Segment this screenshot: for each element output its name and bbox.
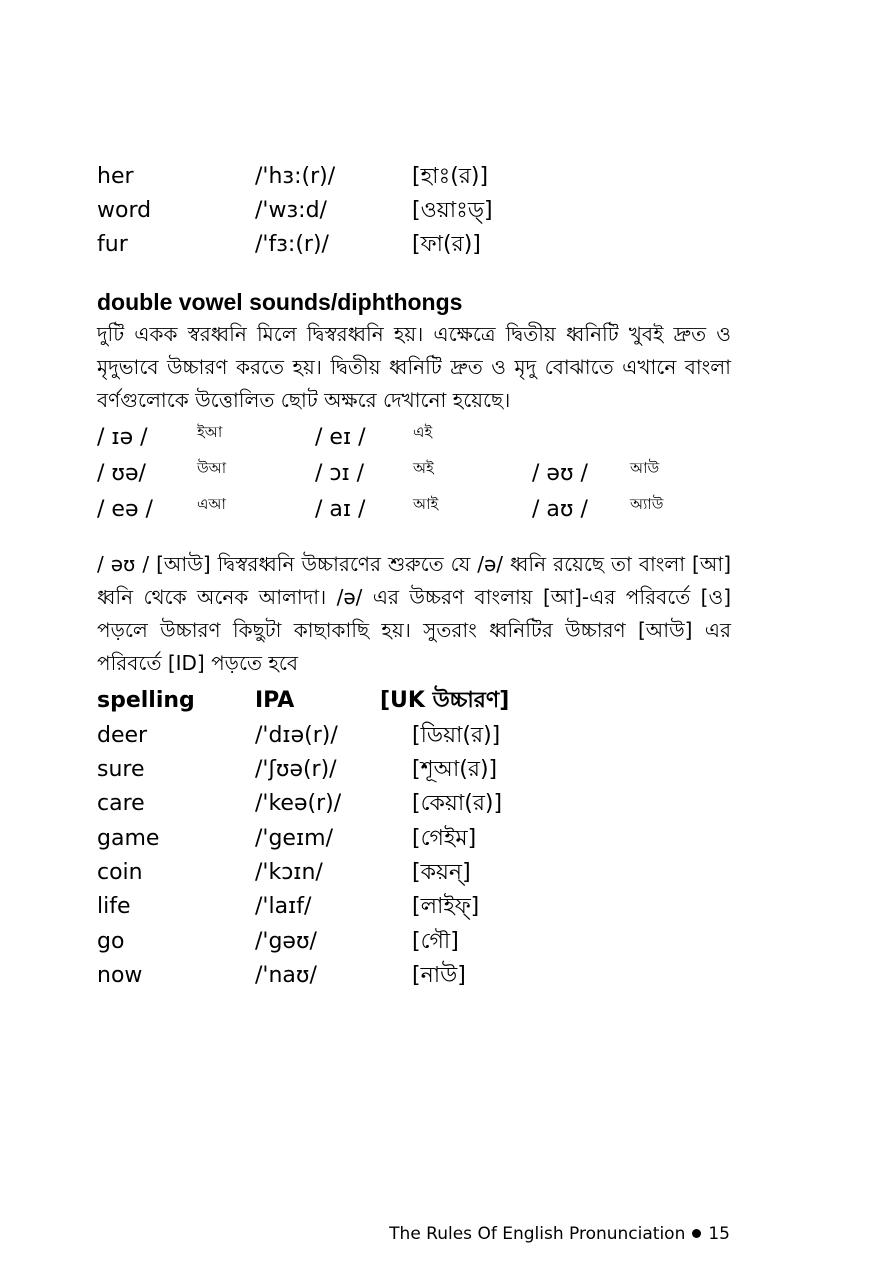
diphthong-bangla: আউ	[630, 459, 660, 477]
diphthong-bangla: ইআ	[197, 423, 223, 441]
word-ipa: /'ʃʊə(r)/	[255, 757, 337, 782]
word-spelling: care	[97, 791, 145, 816]
word-spelling: word	[97, 198, 152, 223]
word-spelling: sure	[97, 757, 145, 782]
word-spelling: coin	[97, 860, 143, 885]
table-row	[0, 822, 870, 856]
word-ipa: /'geɪm/	[255, 826, 333, 851]
word-bangla: [ওয়াঃড্]	[412, 198, 493, 223]
table-row	[0, 787, 870, 821]
word-bangla: [শূআ(র)]	[412, 757, 498, 782]
intro-paragraph: দুটি একক স্বরধ্বনি মিলে দ্বিস্বরধ্বনি হয়। এক্ষেত্রে দ্বিতীয় ধ্বনিটি খুবই দ্রুত ও মৃদুভাবে উচ্চারণ করতে হয়। দ্বিতীয় ধ্বনিটি দ্রুত ও মৃদু বোঝাতে এখানে বাংলা বর্ণগুলোকে উত্তোলিত ছোট অক্ষরে দেখানো হয়েছে।	[97, 322, 731, 412]
diphthong-bangla: এআ	[197, 495, 226, 513]
word-ipa: /'gəʊ/	[255, 929, 317, 954]
table-row	[0, 890, 870, 924]
table-row	[0, 959, 870, 993]
word-bangla: [গৌ]	[412, 929, 459, 954]
header-ipa: IPA	[255, 688, 295, 713]
word-row	[0, 160, 870, 194]
word-bangla: [ডিয়া(র)]	[412, 723, 501, 748]
page-footer	[389, 1219, 730, 1249]
word-bangla: [গেইম]	[412, 826, 477, 851]
header-uk-pronunciation: [UK উচ্চারণ]	[380, 688, 510, 713]
table-row	[0, 925, 870, 959]
table-row	[0, 753, 870, 787]
diphthong-row	[0, 492, 870, 528]
table-row	[0, 719, 870, 753]
word-row	[0, 194, 870, 228]
diphthong-ipa: / ɔɪ /	[315, 461, 365, 486]
word-spelling: go	[97, 929, 125, 954]
bullet-icon	[692, 1229, 701, 1238]
word-ipa: /'keə(r)/	[255, 791, 342, 816]
section-heading: double vowel sounds/diphthongs	[97, 289, 463, 315]
word-bangla: [কয়ন্]	[412, 860, 471, 885]
word-spelling: now	[97, 963, 143, 988]
diphthong-ipa: / ɪə /	[97, 425, 148, 450]
note-paragraph: / əʊ / [আউ] দ্বিস্বরধ্বনি উচ্চারণের শুরুতে যে /ə/ ধ্বনি রয়েছে তা বাংলা [আ] ধ্বনি থেকে অনেক আলাদা। /ə/ এর উচ্চরণ বাংলায় [আ]-এর পরিবর্তে [ও] পড়লে উচ্চারণ কিছুটা কাছাকাছি হয়। সুতরাং ধ্বনিটির উচ্চারণ [আউ] এর পরিবর্তে [ID] পড়তে হবে	[97, 552, 731, 675]
word-spelling: her	[97, 164, 134, 189]
diphthong-bangla: অই	[413, 459, 434, 477]
diphthong-ipa: / aɪ /	[315, 497, 366, 522]
table-header	[0, 684, 870, 718]
word-ipa: /'wɜ:d/	[255, 198, 327, 223]
word-ipa: /'laɪf/	[255, 894, 312, 919]
diphthong-ipa: / eə /	[97, 497, 153, 522]
word-bangla: [ফা(র)]	[412, 232, 481, 257]
word-bangla: [নাউ]	[412, 963, 466, 988]
header-spelling: spelling	[97, 688, 195, 713]
diphthong-ipa: / ʊə/	[97, 461, 146, 486]
page-number: 15	[708, 1224, 730, 1244]
diphthong-ipa: / eɪ /	[315, 425, 366, 450]
word-spelling: fur	[97, 232, 128, 257]
word-ipa: /'kɔɪn/	[255, 860, 323, 885]
book-title: The Rules Of English Pronunciation	[389, 1224, 686, 1244]
word-spelling: game	[97, 826, 160, 851]
word-ipa: /'fɜ:(r)/	[255, 232, 329, 257]
table-row	[0, 856, 870, 890]
diphthong-bangla: উআ	[197, 459, 227, 477]
word-bangla: [হাঃ(র)]	[412, 164, 489, 189]
diphthong-bangla: আই	[413, 495, 439, 513]
word-row	[0, 228, 870, 262]
diphthong-ipa: / əʊ /	[532, 461, 588, 486]
word-bangla: [কেয়া(র)]	[412, 791, 503, 816]
word-ipa: /'dɪə(r)/	[255, 723, 338, 748]
word-ipa: /'naʊ/	[255, 963, 317, 988]
word-spelling: life	[97, 894, 131, 919]
diphthong-ipa: / aʊ /	[532, 497, 588, 522]
word-ipa: /'hɜ:(r)/	[255, 164, 336, 189]
word-bangla: [লাইফ্]	[412, 894, 480, 919]
diphthong-row	[0, 420, 870, 456]
word-spelling: deer	[97, 723, 148, 748]
diphthong-bangla: অ্যাউ	[630, 495, 664, 513]
diphthong-bangla: এই	[413, 423, 433, 441]
